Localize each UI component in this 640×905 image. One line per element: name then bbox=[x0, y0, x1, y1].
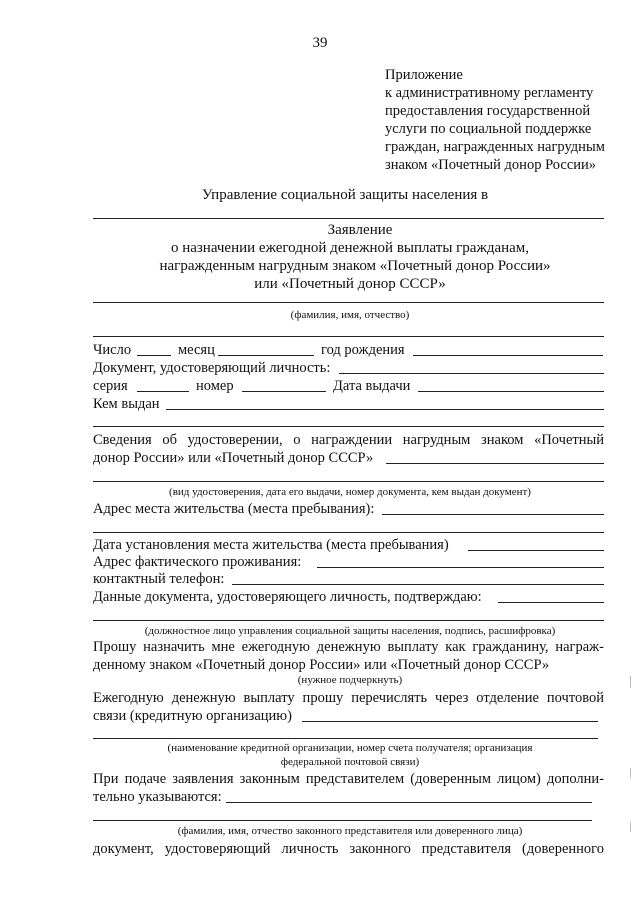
appendix-line-4: услуги по социальной поддержке bbox=[385, 121, 592, 137]
series-field[interactable] bbox=[137, 391, 189, 392]
representative-field-2[interactable] bbox=[93, 820, 592, 821]
phone-field[interactable] bbox=[232, 584, 604, 585]
cert-field-2[interactable] bbox=[93, 481, 604, 482]
identity-doc-field[interactable] bbox=[339, 373, 604, 374]
title-main: Заявление bbox=[327, 222, 393, 238]
appendix-line-3: предоставления государственной bbox=[385, 103, 591, 119]
issued-by-field-2[interactable] bbox=[93, 426, 604, 427]
payment-caption-2: федеральной почтовой связи) bbox=[280, 756, 420, 768]
request-line-1: Прошу назначить мне ежегодную денежную выплату как гражданину, награж- bbox=[93, 639, 604, 655]
cert-caption: (вид удостоверения, дата его выдачи, номер документа, кем выдан документ) bbox=[169, 486, 531, 498]
representative-field[interactable] bbox=[226, 802, 592, 803]
identity-doc-label: Документ, удостоверяющий личность: bbox=[93, 360, 331, 376]
cert-line-2: донор России» или «Почетный донор СССР» bbox=[93, 450, 374, 466]
residence-date-field[interactable] bbox=[468, 550, 604, 551]
month-field[interactable] bbox=[218, 355, 314, 356]
representative-caption: (фамилия, имя, отчество законного представителя или доверенного лица) bbox=[177, 825, 523, 837]
appendix-line-1: Приложение bbox=[385, 67, 463, 83]
fio-line[interactable] bbox=[93, 302, 604, 303]
title-line-1: о назначении ежегодной денежной выплаты гражданам, bbox=[170, 240, 530, 256]
header-line[interactable] bbox=[93, 218, 604, 219]
series-label: серия bbox=[93, 378, 128, 394]
phone-label: контактный телефон: bbox=[93, 571, 225, 587]
payment-field[interactable] bbox=[302, 721, 598, 722]
underline-hint: (нужное подчеркнуть) bbox=[297, 674, 403, 686]
birth-year-label: год рождения bbox=[321, 342, 405, 358]
representative-line-1: При подаче заявления законным представителем (доверенным лицом) дополни- bbox=[93, 771, 604, 787]
payment-caption-1: (наименование кредитной организации, номер счета получателя; организация bbox=[167, 742, 533, 754]
cert-field[interactable] bbox=[386, 463, 604, 464]
scan-mark bbox=[630, 768, 631, 778]
confirm-field[interactable] bbox=[498, 602, 604, 603]
request-line-2: денному знаком «Почетный донор России» или «Почетный донор СССР» bbox=[93, 657, 550, 673]
confirm-field-2[interactable] bbox=[93, 620, 604, 621]
confirm-label: Данные документа, удостоверяющего личность, подтверждаю: bbox=[93, 589, 482, 605]
actual-address-label: Адрес фактического проживания: bbox=[93, 554, 302, 570]
month-label: месяц bbox=[178, 342, 215, 358]
payment-field-2[interactable] bbox=[93, 738, 598, 739]
residence-date-label: Дата установления места жительства (места пребывания) bbox=[93, 537, 449, 553]
number-label: номер bbox=[196, 378, 234, 394]
official-caption: (должностное лицо управления социальной защиты населения, подпись, расшифровка) bbox=[144, 625, 556, 637]
issued-by-label: Кем выдан bbox=[93, 396, 160, 412]
day-field[interactable] bbox=[137, 355, 171, 356]
birth-year-field[interactable] bbox=[413, 355, 603, 356]
scan-mark bbox=[630, 676, 631, 688]
header-text: Управление социальной защиты населения в bbox=[201, 187, 489, 203]
number-field[interactable] bbox=[242, 391, 326, 392]
address-label: Адрес места жительства (места пребывания): bbox=[93, 501, 375, 517]
appendix-line-5: граждан, награжденных нагрудным bbox=[385, 139, 605, 155]
address-field-2[interactable] bbox=[93, 532, 604, 533]
issue-date-field[interactable] bbox=[418, 391, 604, 392]
cert-line-1: Сведения об удостоверении, о награждении нагрудным знаком «Почетный bbox=[93, 432, 604, 448]
appendix-line-2: к административному регламенту bbox=[385, 85, 594, 101]
page-number: 39 bbox=[312, 35, 328, 51]
issue-date-label: Дата выдачи bbox=[333, 378, 411, 394]
day-label: Число bbox=[93, 342, 132, 358]
payment-line-2: связи (кредитную организацию) bbox=[93, 708, 292, 724]
actual-address-field[interactable] bbox=[317, 567, 604, 568]
title-line-3: или «Почетный донор СССР» bbox=[254, 276, 446, 292]
address-field[interactable] bbox=[382, 514, 604, 515]
appendix-line-6: знаком «Почетный донор России» bbox=[385, 157, 597, 173]
representative-line-2: тельно указываются: bbox=[93, 789, 222, 805]
title-line-2: награжденным нагрудным знаком «Почетный донор России» bbox=[159, 258, 551, 274]
fio-line-2[interactable] bbox=[93, 336, 604, 337]
scan-mark bbox=[630, 822, 631, 832]
fio-caption: (фамилия, имя, отчество) bbox=[290, 309, 410, 321]
issued-by-field[interactable] bbox=[166, 409, 604, 410]
payment-line-1: Ежегодную денежную выплату прошу перечислять через отделение почтовой bbox=[93, 690, 604, 706]
representative-line-3: документ, удостоверяющий личность законного представителя (доверенного bbox=[93, 841, 604, 857]
